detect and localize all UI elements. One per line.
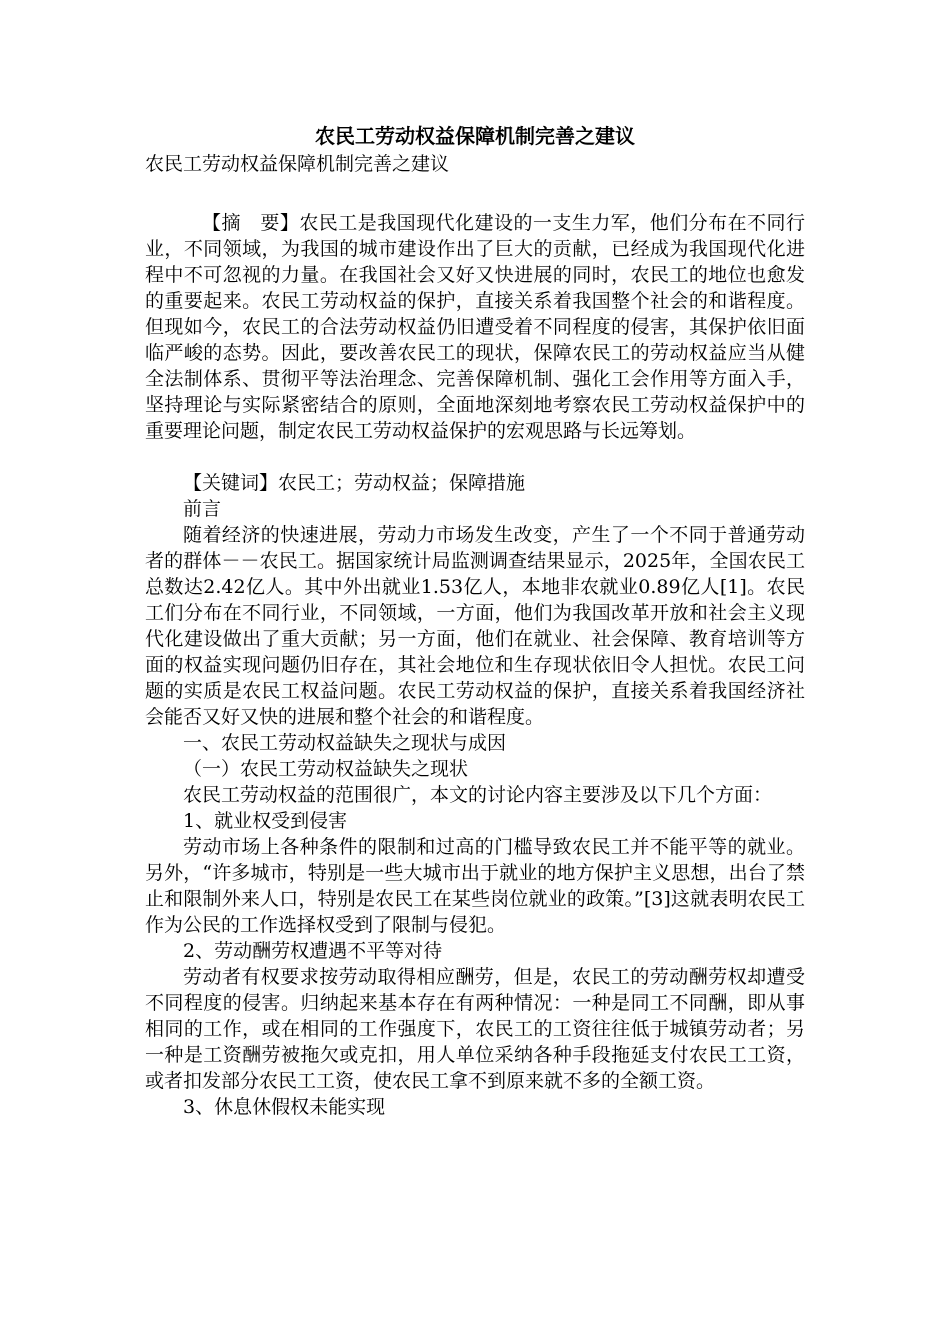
preface-heading: 前言 bbox=[183, 498, 222, 520]
blank-line bbox=[145, 178, 805, 204]
document-page bbox=[145, 118, 805, 1120]
subsection-heading: （一）农民工劳动权益缺失之现状 bbox=[183, 758, 469, 780]
document-subtitle: 农民工劳动权益保障机制完善之建议 bbox=[145, 153, 450, 175]
item-heading: 2、劳动酬劳权遭遇不平等对待 bbox=[183, 940, 443, 962]
abstract-paragraph: 【摘 要】农民工是我国现代化建设的一支生力军，他们分布在不同行业，不同领域，为我国的城市建设作出了巨大的贡献，已经成为我国现代化进程中不可忽视的力量。在我国社会又好又快进展的同时，农民工的地位也愈发的重要起来。农民工劳动权益的保护，直接关系着我国整个社会的和谐程度。但现如今，农民工的合法劳动权益仍旧遭受着不同程度的侵害，其保护依旧面临严峻的态势。因此，要改善农民工的现状，保障农民工的劳动权益应当从健全法制体系、贯彻平等法治理念、完善保障机制、强化工会作用等方面入手，坚持理论与实际紧密结合的原则，全面地深刻地考察农民工劳动权益保护中的重要理论问题，制定农民工劳动权益保护的宏观思路与长远筹划。 bbox=[145, 212, 805, 442]
item-heading: 1、就业权受到侵害 bbox=[183, 810, 348, 832]
item-heading: 3、休息休假权未能实现 bbox=[183, 1096, 386, 1118]
body-paragraph: 劳动市场上各种条件的限制和过高的门槛导致农民工并不能平等的就业。另外，“许多城市，特别是一些大城市出于就业的地方保护主义思想，出台了禁止和限制外来人口，特别是农民工在某些岗位就业的政策。”[3]这就表明农民工作为公民的工作选择权受到了限制与侵犯。 bbox=[145, 836, 805, 936]
body-paragraph: 农民工劳动权益的范围很广，本文的讨论内容主要涉及以下几个方面： bbox=[183, 784, 773, 806]
body-paragraph: 劳动者有权要求按劳动取得相应酬劳，但是，农民工的劳动酬劳权却遭受不同程度的侵害。归纳起来基本存在有两种情况：一种是同工不同酬，即从事相同的工作，或在相同的工作强度下，农民工的工资往往低于城镇劳动者；另一种是工资酬劳被拖欠或克扣，用人单位采纳各种手段拖延支付农民工工资，或者扣发部分农民工工资，使农民工拿不到原来就不多的全额工资。 bbox=[145, 966, 805, 1092]
blank-line bbox=[145, 444, 805, 470]
keywords-paragraph: 【关键词】农民工；劳动权益；保障措施 bbox=[183, 472, 526, 494]
section-heading: 一、农民工劳动权益缺失之现状与成因 bbox=[183, 732, 507, 754]
document-title: 农民工劳动权益保障机制完善之建议 bbox=[315, 124, 635, 148]
preface-paragraph: 随着经济的快速进展，劳动力市场发生改变，产生了一个不同于普通劳动者的群体－－农民工。据国家统计局监测调查结果显示，2025年，全国农民工总数达2.42亿人。其中外出就业1.53亿人，本地非农就业0.89亿人[1]。农民工们分布在不同行业，不同领域，一方面，他们为我国改革开放和社会主义现代化建设做出了重大贡献；另一方面，他们在就业、社会保障、教育培训等方面的权益实现问题仍旧存在，其社会地位和生存现状依旧令人担忧。农民工问题的实质是农民工权益问题。农民工劳动权益的保护，直接关系着我国经济社会能否又好又快的进展和整个社会的和谐程度。 bbox=[145, 524, 805, 728]
